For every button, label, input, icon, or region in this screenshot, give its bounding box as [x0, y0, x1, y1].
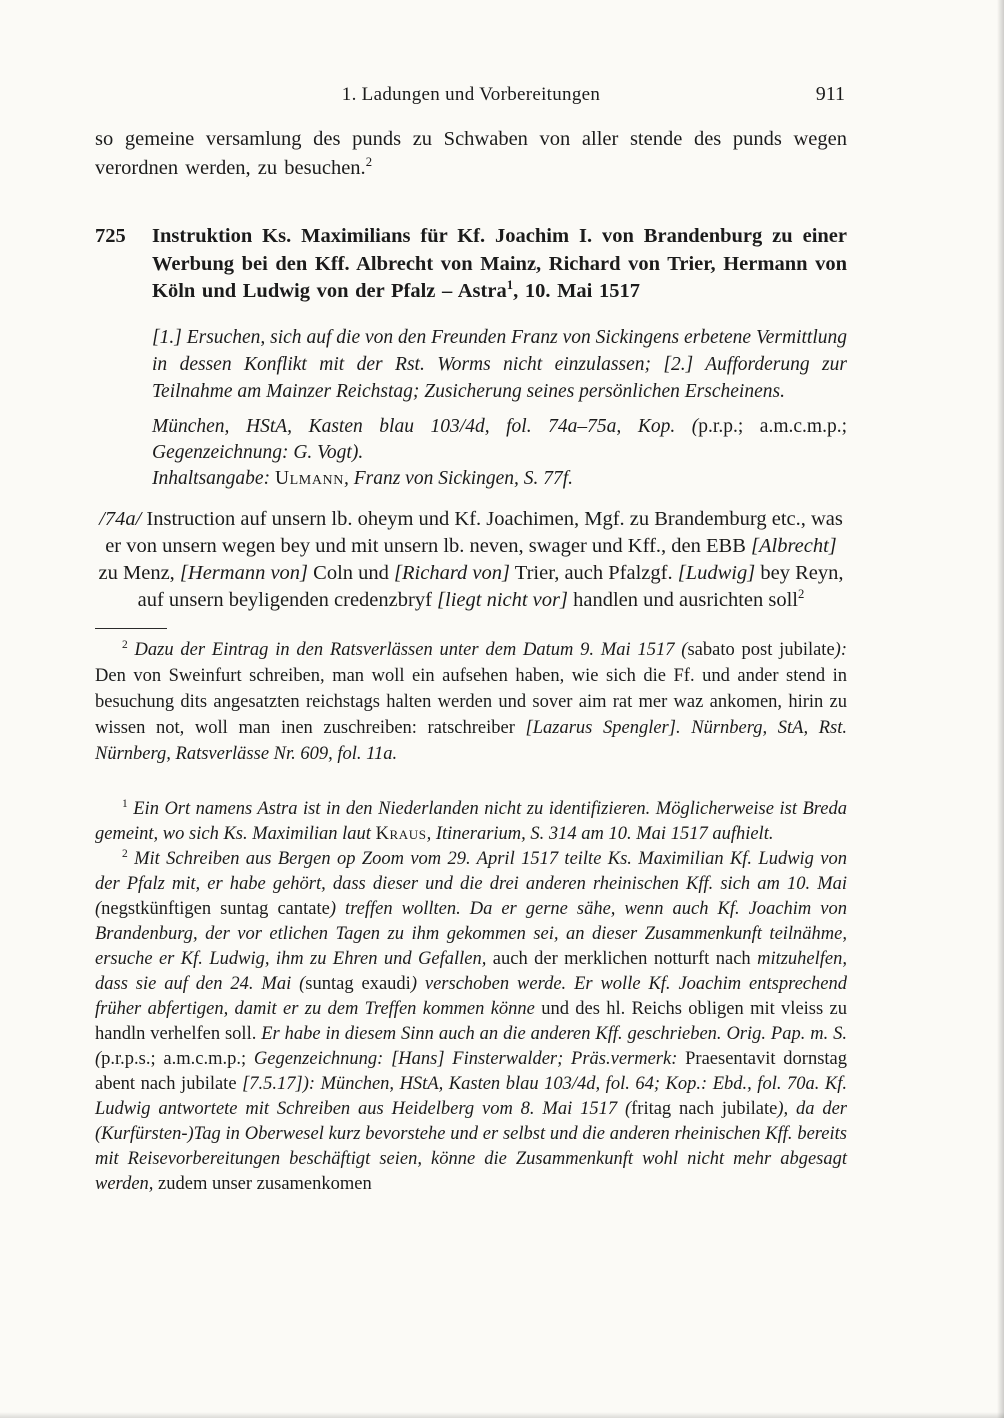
scan-edge-bottom	[0, 1412, 1004, 1418]
page-content	[95, 0, 847, 1197]
footnote-1-text: $^1$ Ein Ort namens Astra ist in den Niederlanden nicht zu identifizieren. Möglicherweise ist Breda gemeint, wo sich Ks. Maximilian laut Kraus, Itinerarium, S. 314 am 10. Mai 1517 aufhielt.	[95, 797, 847, 844]
entry-inhalt-note: Inhaltsangabe: Ulmann, Franz von Sickingen, S. 77f.	[152, 467, 574, 489]
footnotes-entry-block	[95, 797, 847, 1197]
footnote-2-text: $^2$ Mit Schreiben aus Bergen op Zoom vom 29. April 1517 teilte Ks. Maximilian Kf. Ludwig von der Pfalz mit, er habe gehört, dass dieser und die drei anderen rheinischen Kff. sich am 10. Mai (negstkünftigen suntag cantate) treffen wollten. Da er gerne sähe, wenn auch Kf. Joachim von Brandenburg, der vor etlichen Tagen zu ihm gekommen sei, an dieser Zusammenkunft teilnähme, ersuche er Kf. Ludwig, ihm zu Ehren und Gefallen, auch der merklichen notturft nach mitzuhelfen, dass sie auf den 24. Mai (suntag exaudi) verschoben werde. Er wolle Kf. Joachim entsprechend früher abfertigen, damit er zu dem Treffen kommen könne und des hl. Reichs obligen mit vleiss zu handln verhelfen soll. Er habe in diesem Sinn auch an die anderen Kff. geschrieben. Orig. Pap. m. S. (p.r.p.s.; a.m.c.m.p.; Gegenzeichnung: [Hans] Finsterwalder; Präs.vermerk: Praesentavit dornstag abent nach jubilate [7.5.17]): München, HStA, Kasten blau 103/4d, fol. 64; Kop.: Ebd., fol. 70a. Kf. Ludwig antwortete mit Schreiben aus Heidelberg vom 8. Mai 1517 (fritag nach jubilate), da der (Kurfürsten-)Tag in Oberwesel kurz bevorstehe und er selbst und die anderen rheinischen Kff. bereits mit Reisevorbereitungen beschäftigt seien, könne die Zusammenkunft wohl nicht mehr abgesagt werden, zudem unser zusamenkomen	[95, 847, 848, 1194]
page-number: 911	[815, 83, 845, 105]
footnotes-top-block	[95, 637, 847, 767]
footnote-separator-rule	[95, 628, 167, 629]
entry-number: 725	[95, 225, 126, 247]
entry-725	[95, 223, 847, 614]
running-header	[95, 0, 847, 105]
scan-edge-right	[997, 0, 1004, 1418]
entry-heading	[95, 223, 847, 306]
entry-source-note: München, HStA, Kasten blau 103/4d, fol. 74a–75a, Kop. (p.r.p.; a.m.c.m.p.; Gegenzeichnung: G. Vogt).	[152, 415, 847, 463]
entry-summary: [1.] Ersuchen, sich auf die von den Freunden Franz von Sickingens erbetene Vermittlung in dessen Konflikt mit der Rst. Worms nicht einzulassen; [2.] Aufforderung zur Teilnahme am Mainzer Reichstag; Zusicherung seines persönlichen Erscheinens.	[152, 326, 847, 402]
entry-body-text: /74a/ Instruction auf unsern lb. oheym und Kf. Joachimen, Mgf. zu Brandemburg etc., was er von unsern wegen bey und mit unsern lb. neven, swager und Kff., den EBB [Albrecht] zu Menz, [Hermann von] Coln und [Richard von] Trier, auch Pfalzgf. [Ludwig] bey Reyn, auf unsern beyligenden credenzbryf [liegt nicht vor] handlen und ausrichten soll$^2$	[98, 507, 844, 611]
footnote-2-continuation-text: $^2$ Dazu der Eintrag in den Ratsverlässen unter dem Datum 9. Mai 1517 (sabato post jubilate): Den von Sweinfurt schreiben, man woll ein aufsehen haben, wie sich die Ff. und ander stend in besuchung dits angesatzten reichstags halten werden und sover aim rat mer waz ankomen, hirin zu wissen not, woll man inen zuschreiben: ratschreiber [Lazarus Spengler]. Nürnberg, StA, Rst. Nürnberg, Ratsverlässe Nr. 609, fol. 11a.	[95, 638, 847, 764]
running-header-title: 1. Ladungen und Vorbereitungen	[341, 84, 601, 105]
entry-title: Instruktion Ks. Maximilians für Kf. Joachim I. von Brandenburg zu einer Werbung bei den Kff. Albrecht von Mainz, Richard von Trier, Hermann von Köln und Ludwig von der Pfalz – Astra$^1$, 10. Mai 1517	[152, 225, 847, 302]
continuation-paragraph: so gemeine versamlung des punds zu Schwaben von aller stende des punds wegen verordnen werden, zu besuchen.$^2$	[95, 128, 847, 179]
